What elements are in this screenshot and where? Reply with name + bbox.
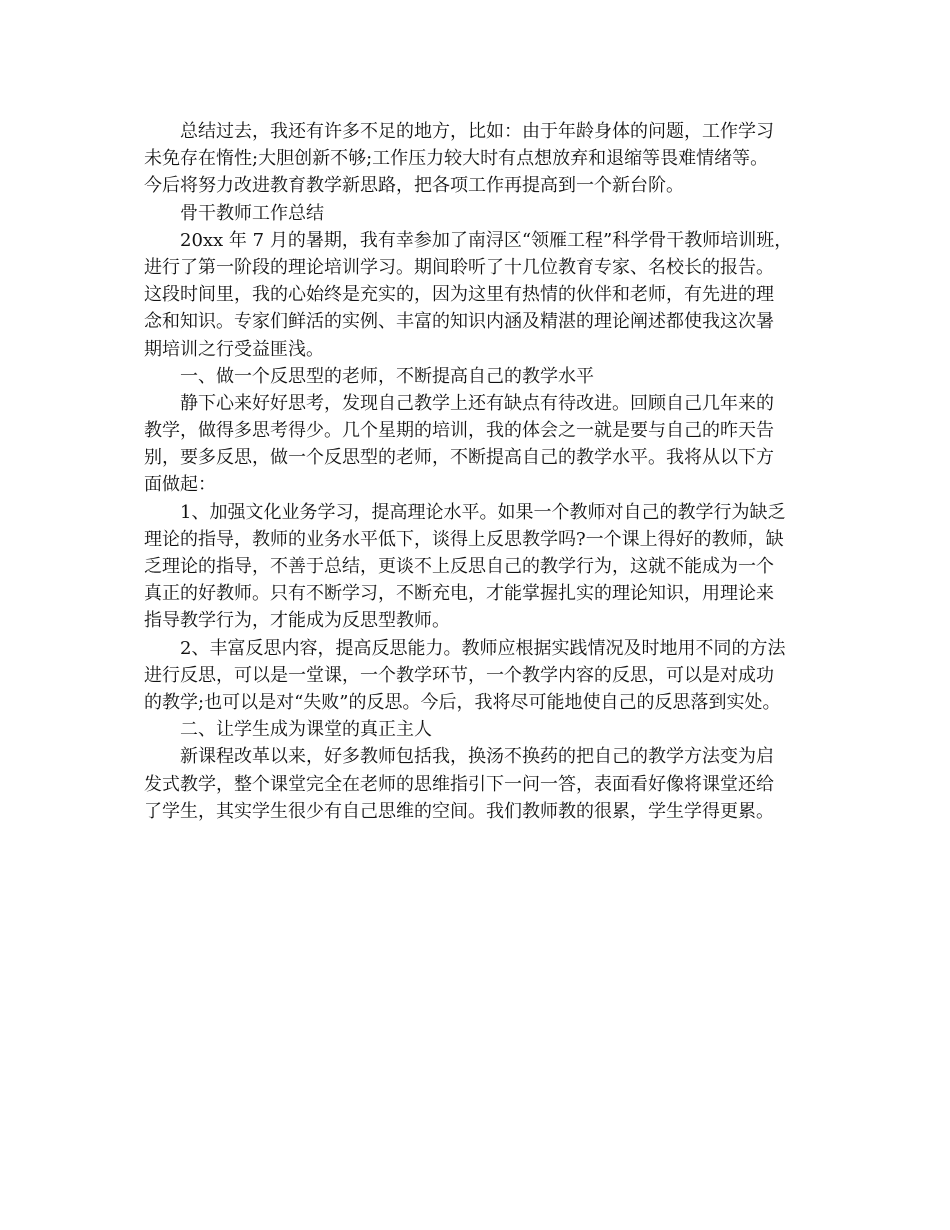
text-line: 总结过去，我还有许多不足的地方，比如：由于年龄身体的问题，工作学习	[180, 121, 774, 142]
text-line: 乏理论的指导，不善于总结，更谈不上反思自己的教学行为，这就不能成为一个	[144, 556, 774, 577]
text-line: 教学，做得多思考得少。几个星期的培训，我的体会之一就是要与自己的昨天告	[144, 420, 774, 442]
text-line: 了学生，其实学生很少有自己思维的空间。我们教师教的很累，学生学得更累。	[144, 800, 774, 822]
text-line: 念和知识。专家们鲜活的实例、丰富的知识内涵及精湛的理论阐述都使我这次暑	[144, 311, 774, 333]
text-line: 未免存在惰性;大胆创新不够;工作压力较大时有点想放弃和退缩等畏难情绪等。	[144, 148, 769, 170]
text-line: 新课程改革以来，好多教师包括我，换汤不换药的把自己的教学方法变为启	[180, 746, 774, 768]
text-line: 今后将努力改进教育教学新思路，把各项工作再提高到一个新台阶。	[144, 175, 684, 197]
text-line: 进行了第一阶段的理论培训学习。期间聆听了十几位教育专家、名校长的报告。	[144, 256, 774, 278]
text-line: 2、丰富反思内容，提高反思能力。教师应根据实践情况及时地用不同的方法	[180, 637, 786, 659]
text-line: 一、做一个反思型的老师，不断提高自己的教学水平	[180, 365, 594, 387]
text-line: 别，要多反思，做一个反思型的老师，不断提高自己的教学水平。我将从以下方	[144, 447, 774, 469]
text-line: 这段时间里，我的心始终是充实的，因为这里有热情的伙伴和老师，有先进的理	[144, 284, 774, 306]
text-line: 真正的好教师。只有不断学习，不断充电，才能掌握扎实的理论知识，用理论来	[144, 583, 774, 605]
text-line: 骨干教师工作总结	[180, 202, 324, 224]
text-line: 理论的指导，教师的业务水平低下，谈得上反思教学吗?一个课上得好的教师，缺	[144, 528, 784, 550]
text-line: 指导教学行为，才能成为反思型教师。	[144, 610, 450, 632]
text-line: 1、加强文化业务学习，提高理论水平。如果一个教师对自己的教学行为缺乏	[180, 501, 786, 523]
text-line: 进行反思，可以是一堂课，一个教学环节，一个教学内容的反思，可以是对成功	[144, 664, 774, 686]
text-line: 发式教学，整个课堂完全在老师的思维指引下一问一答，表面看好像将课堂还给	[144, 773, 774, 795]
text-line: 二、让学生成为课堂的真正主人	[180, 719, 432, 741]
text-line: 面做起：	[144, 474, 216, 496]
document-body	[144, 118, 820, 825]
text-line: 的教学;也可以是对“失败”的反思。今后，我将尽可能地使自己的反思落到实处。	[144, 691, 781, 713]
text-line: 静下心来好好思考，发现自己教学上还有缺点有待改进。回顾自己几年来的	[180, 392, 774, 414]
text-line: 期培训之行受益匪浅。	[144, 338, 324, 360]
text-line: 20xx 年 7 月的暑期，我有幸参加了南浔区“领雁工程”科学骨干教师培训班，	[180, 229, 793, 251]
